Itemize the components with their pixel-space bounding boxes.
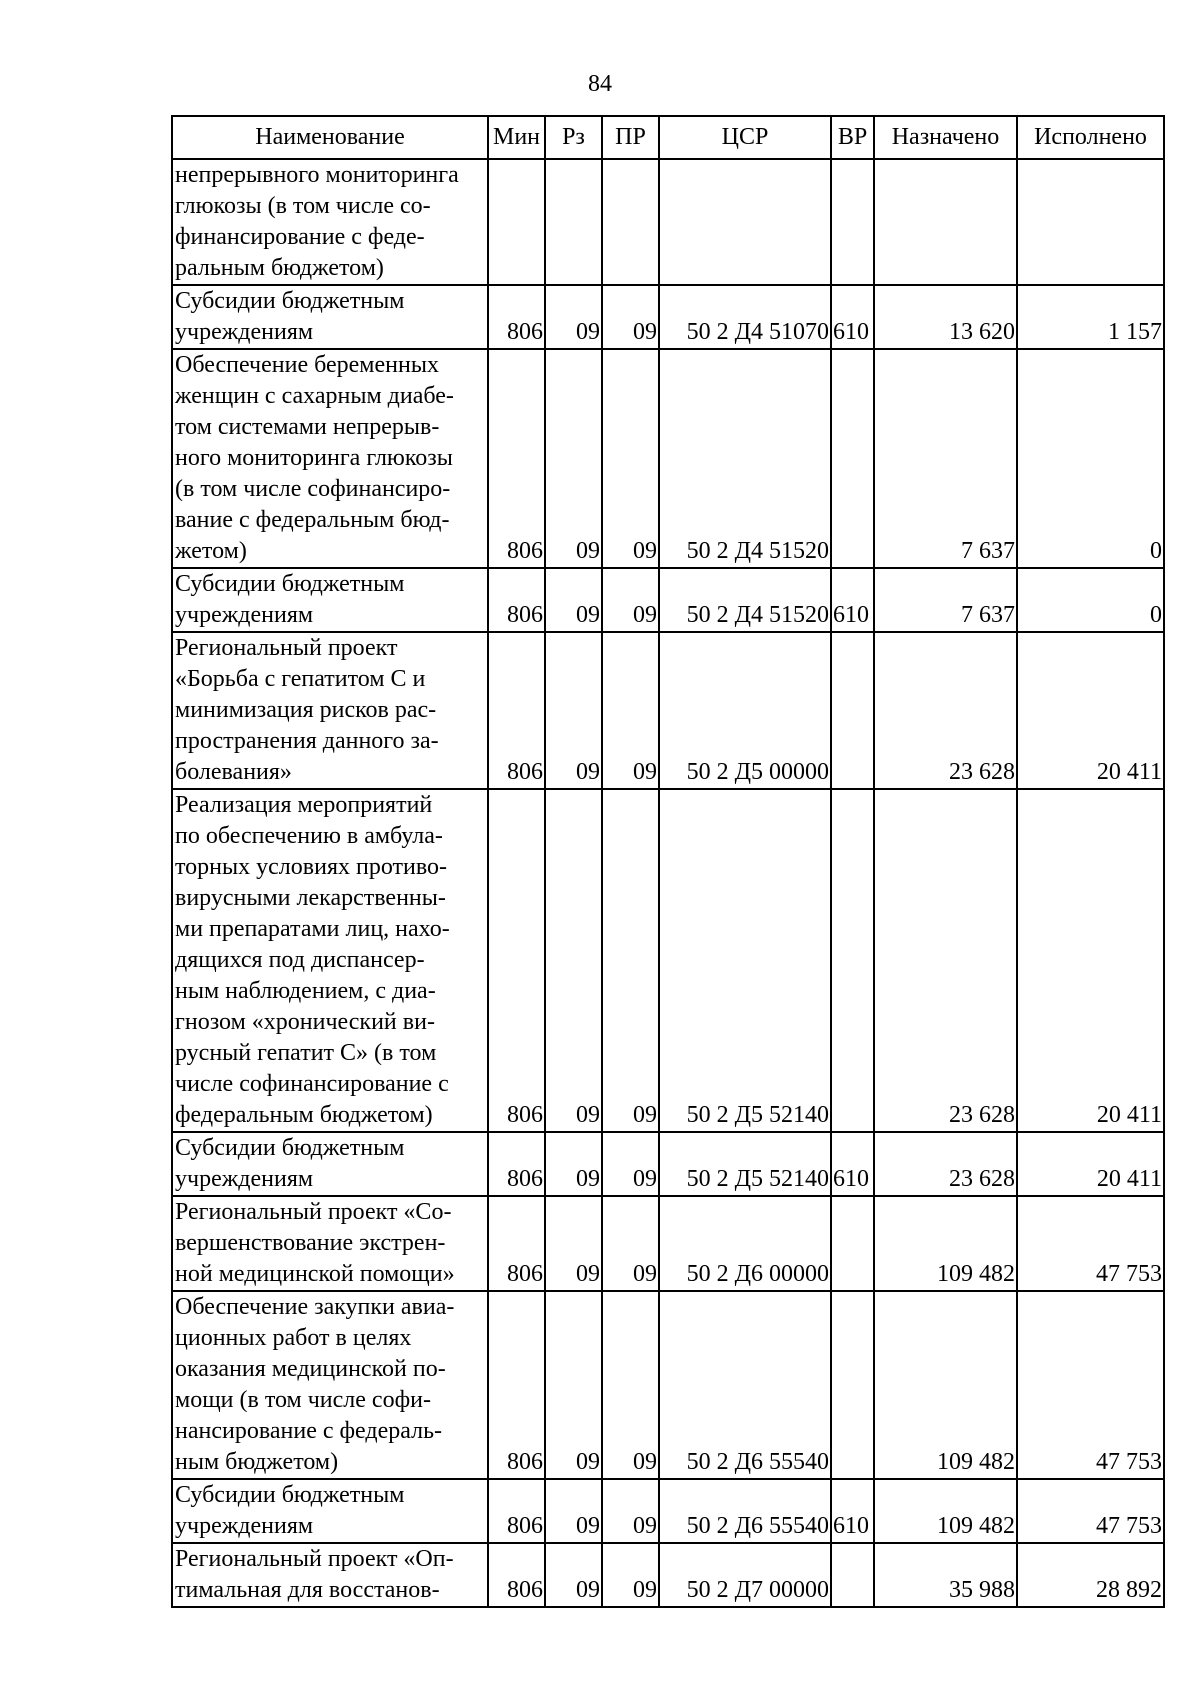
cell-pr: 09 (602, 632, 659, 789)
cell-assigned: 7 637 (874, 349, 1017, 568)
page-number: 84 (588, 71, 612, 97)
cell-csr: 50 2 Д4 51070 (659, 285, 831, 349)
cell-rz: 09 (545, 1291, 602, 1479)
cell-min: 806 (488, 789, 545, 1132)
cell-name: непрерывного мониторинга глюкозы (в том числе со- финансирование с феде- ральным бюджетом) (172, 159, 488, 285)
cell-vr (831, 1543, 874, 1607)
cell-pr: 09 (602, 1543, 659, 1607)
cell-assigned: 23 628 (874, 632, 1017, 789)
table-row (172, 632, 1164, 789)
cell-executed: 20 411 (1017, 1132, 1164, 1196)
cell-pr: 09 (602, 568, 659, 632)
cell-csr: 50 2 Д6 00000 (659, 1196, 831, 1291)
cell-min: 806 (488, 285, 545, 349)
cell-executed: 0 (1017, 568, 1164, 632)
cell-assigned: 23 628 (874, 789, 1017, 1132)
cell-rz: 09 (545, 1479, 602, 1543)
table-row (172, 568, 1164, 632)
cell-csr: 50 2 Д5 52140 (659, 1132, 831, 1196)
cell-assigned: 7 637 (874, 568, 1017, 632)
cell-csr: 50 2 Д6 55540 (659, 1291, 831, 1479)
cell-name: Региональный проект «Со- вершенствование экстрен- ной медицинской помощи» (172, 1196, 488, 1291)
cell-name: Субсидии бюджетным учреждениям (172, 1132, 488, 1196)
cell-min: 806 (488, 568, 545, 632)
table-row (172, 285, 1164, 349)
table-row (172, 1543, 1164, 1607)
cell-rz: 09 (545, 285, 602, 349)
header-pr: ПР (602, 116, 659, 159)
cell-min: 806 (488, 1479, 545, 1543)
cell-name: Субсидии бюджетным учреждениям (172, 568, 488, 632)
cell-vr (831, 349, 874, 568)
cell-rz: 09 (545, 568, 602, 632)
table-row (172, 349, 1164, 568)
header-name: Наименование (172, 116, 488, 159)
cell-min: 806 (488, 632, 545, 789)
cell-executed: 20 411 (1017, 789, 1164, 1132)
table-row (172, 159, 1164, 285)
cell-rz: 09 (545, 349, 602, 568)
cell-vr (831, 632, 874, 789)
cell-executed: 47 753 (1017, 1196, 1164, 1291)
cell-pr: 09 (602, 789, 659, 1132)
cell-vr (831, 1291, 874, 1479)
table-row (172, 1196, 1164, 1291)
cell-executed: 0 (1017, 349, 1164, 568)
cell-pr (602, 159, 659, 285)
cell-rz: 09 (545, 1196, 602, 1291)
cell-executed: 28 892 (1017, 1543, 1164, 1607)
cell-csr: 50 2 Д5 00000 (659, 632, 831, 789)
cell-executed: 47 753 (1017, 1479, 1164, 1543)
cell-name: Реализация мероприятий по обеспечению в амбула- торных условиях противо- вирусными лекарственны- ми препаратами лиц, нахо- дящихся под диспансер- ным наблюдением, с диа- гнозом «хронический ви- русный гепатит С» (в том числе софинансирование с федеральным бюджетом) (172, 789, 488, 1132)
cell-executed (1017, 159, 1164, 285)
cell-pr: 09 (602, 1132, 659, 1196)
cell-vr: 610 (831, 1479, 874, 1543)
cell-csr: 50 2 Д5 52140 (659, 789, 831, 1132)
cell-pr: 09 (602, 349, 659, 568)
cell-vr: 610 (831, 1132, 874, 1196)
cell-executed: 1 157 (1017, 285, 1164, 349)
cell-name: Субсидии бюджетным учреждениям (172, 1479, 488, 1543)
cell-rz: 09 (545, 1132, 602, 1196)
cell-name: Обеспечение закупки авиа- ционных работ в целях оказания медицинской по- мощи (в том числе софи- нансирование с федераль- ным бюджетом) (172, 1291, 488, 1479)
header-min: Мин (488, 116, 545, 159)
cell-vr (831, 1196, 874, 1291)
cell-vr (831, 789, 874, 1132)
cell-csr: 50 2 Д4 51520 (659, 568, 831, 632)
cell-csr: 50 2 Д7 00000 (659, 1543, 831, 1607)
header-assigned: Назначено (874, 116, 1017, 159)
cell-executed: 47 753 (1017, 1291, 1164, 1479)
cell-assigned: 35 988 (874, 1543, 1017, 1607)
cell-assigned: 109 482 (874, 1291, 1017, 1479)
cell-name: Субсидии бюджетным учреждениям (172, 285, 488, 349)
cell-rz: 09 (545, 789, 602, 1132)
cell-assigned (874, 159, 1017, 285)
cell-pr: 09 (602, 1479, 659, 1543)
cell-min: 806 (488, 1132, 545, 1196)
budget-table (171, 115, 1165, 1608)
cell-name: Региональный проект «Борьба с гепатитом С и минимизация рисков рас- пространения данного за- болевания» (172, 632, 488, 789)
cell-name: Обеспечение беременных женщин с сахарным диабе- том системами непрерыв- ного мониторинга глюкозы (в том числе софинансиро- вание с федеральным бюд- жетом) (172, 349, 488, 568)
header-rz: Рз (545, 116, 602, 159)
cell-assigned: 23 628 (874, 1132, 1017, 1196)
table-row (172, 789, 1164, 1132)
header-csr: ЦСР (659, 116, 831, 159)
cell-min: 806 (488, 349, 545, 568)
cell-min: 806 (488, 1291, 545, 1479)
cell-rz (545, 159, 602, 285)
cell-rz: 09 (545, 632, 602, 789)
cell-pr: 09 (602, 285, 659, 349)
cell-vr (831, 159, 874, 285)
cell-executed: 20 411 (1017, 632, 1164, 789)
cell-assigned: 13 620 (874, 285, 1017, 349)
cell-rz: 09 (545, 1543, 602, 1607)
table-row (172, 1291, 1164, 1479)
table-row (172, 1479, 1164, 1543)
cell-csr: 50 2 Д6 55540 (659, 1479, 831, 1543)
cell-csr: 50 2 Д4 51520 (659, 349, 831, 568)
cell-pr: 09 (602, 1291, 659, 1479)
table-header-row (172, 116, 1164, 159)
table-row (172, 1132, 1164, 1196)
cell-csr (659, 159, 831, 285)
header-vr: ВР (831, 116, 874, 159)
cell-name: Региональный проект «Оп- тимальная для восстанов- (172, 1543, 488, 1607)
cell-assigned: 109 482 (874, 1479, 1017, 1543)
cell-pr: 09 (602, 1196, 659, 1291)
table-body (172, 159, 1164, 1607)
cell-assigned: 109 482 (874, 1196, 1017, 1291)
cell-min (488, 159, 545, 285)
cell-vr: 610 (831, 285, 874, 349)
cell-min: 806 (488, 1196, 545, 1291)
header-executed: Исполнено (1017, 116, 1164, 159)
cell-vr: 610 (831, 568, 874, 632)
cell-min: 806 (488, 1543, 545, 1607)
